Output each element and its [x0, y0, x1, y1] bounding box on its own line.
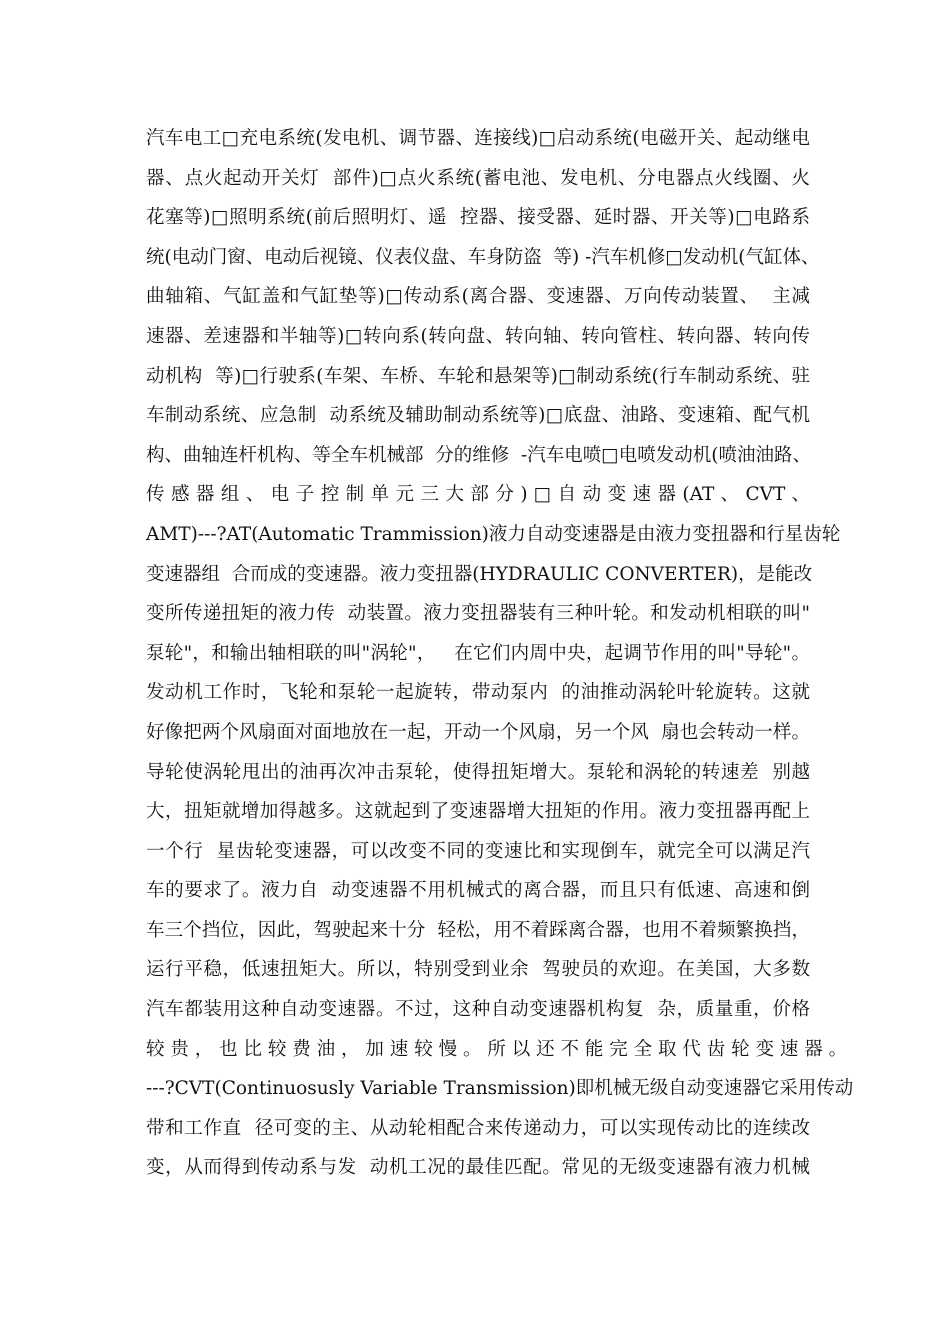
text-line: 好像把两个风扇面对面地放在一起，开动一个风扇，另一个风 扇也会转动一样。 — [146, 721, 810, 743]
text-line: 变，从而得到传动系与发 动机工况的最佳匹配。常见的无级变速器有液力机械 — [146, 1157, 810, 1179]
text-line: 运行平稳，低速扭矩大。所以，特别受到业余 驾驶员的欢迎。在美国，大多数 — [146, 959, 810, 981]
text-line: 车制动系统、应急制 动系统及辅助制动系统等)□底盘、油路、变速箱、配气机 — [146, 405, 810, 427]
text-line: 发动机工作时，飞轮和泵轮一起旋转，带动泵内 的油推动涡轮叶轮旋转。这就 — [146, 682, 810, 704]
text-line: 带和工作直 径可变的主、从动轮相配合来传递动力，可以实现传动比的连续改 — [146, 1117, 810, 1139]
text-line: 汽车都装用这种自动变速器。不过，这种自动变速器机构复 杂，质量重，价格 — [146, 999, 810, 1021]
text-line: 构、曲轴连杆机构、等全车机械部 分的维修 -汽车电喷□电喷发动机(喷油油路、 — [146, 444, 811, 466]
text-line: ---?CVT(Continuosusly Variable Transmission)即机械无级自动变速器它采用传动 — [146, 1078, 854, 1100]
text-line: 动机构 等)□行驶系(车架、车桥、车轮和悬架等)□制动系统(行车制动系统、驻 — [146, 365, 810, 387]
text-line: 一个行 星齿轮变速器，可以改变不同的变速比和实现倒车，就完全可以满足汽 — [146, 840, 810, 862]
text-line: 大，扭矩就增加得越多。这就起到了变速器增大扭矩的作用。液力变扭器再配上 — [146, 801, 810, 823]
text-line: 较 贵 ， 也 比 较 费 油 ， 加 速 较 慢 。 所 以 还 不 能 完 全 取 代 齿 轮 变 速 器 。 — [146, 1038, 848, 1060]
text-line: 速器、差速器和半轴等)□转向系(转向盘、转向轴、转向管柱、转向器、转向传 — [146, 325, 810, 347]
body-text — [146, 119, 854, 1188]
text-line: 传 感 器 组 、 电 子 控 制 单 元 三 大 部 分 ) □ 自 动 变 速 器 (AT 、 CVT 、 — [146, 484, 810, 506]
text-line: 统(电动门窗、电动后视镜、仪表仪盘、车身防盗 等) -汽车机修□发动机(气缸体、 — [146, 246, 820, 268]
text-line: 花塞等)□照明系统(前后照明灯、遥 控器、接受器、延时器、开关等)□电路系 — [146, 207, 810, 229]
text-line: 器、点火起动开关灯 部件)□点火系统(蓄电池、发电机、分电器点火线圈、火 — [146, 167, 810, 189]
text-line: 汽车电工□充电系统(发电机、调节器、连接线)□启动系统(电磁开关、起动继电 — [146, 128, 810, 149]
text-line: 泵轮"，和输出轴相联的叫"涡轮"， 在它们内周中央，起调节作用的叫"导轮"。 — [146, 642, 810, 664]
text-line: 变速器组 合而成的变速器。液力变扭器(HYDRAULIC CONVERTER)，是能改 — [146, 563, 813, 585]
text-line: 导轮使涡轮甩出的油再次冲击泵轮，使得扭矩增大。泵轮和涡轮的转速差 别越 — [146, 761, 810, 783]
text-line: 车三个挡位，因此，驾驶起来十分 轻松，用不着踩离合器，也用不着频繁换挡， — [146, 919, 810, 941]
text-line: 变所传递扭矩的液力传 动装置。液力变扭器装有三种叶轮。和发动机相联的叫" — [146, 603, 810, 625]
text-line: 曲轴箱、气缸盖和气缸垫等)□传动系(离合器、变速器、万向传动装置、 主减 — [146, 286, 810, 308]
text-line: AMT)---?AT(Automatic Trammission)液力自动变速器是由液力变扭器和行星齿轮 — [146, 523, 841, 545]
text-line: 车的要求了。液力自 动变速器不用机械式的离合器，而且只有低速、高速和倒 — [146, 880, 810, 902]
